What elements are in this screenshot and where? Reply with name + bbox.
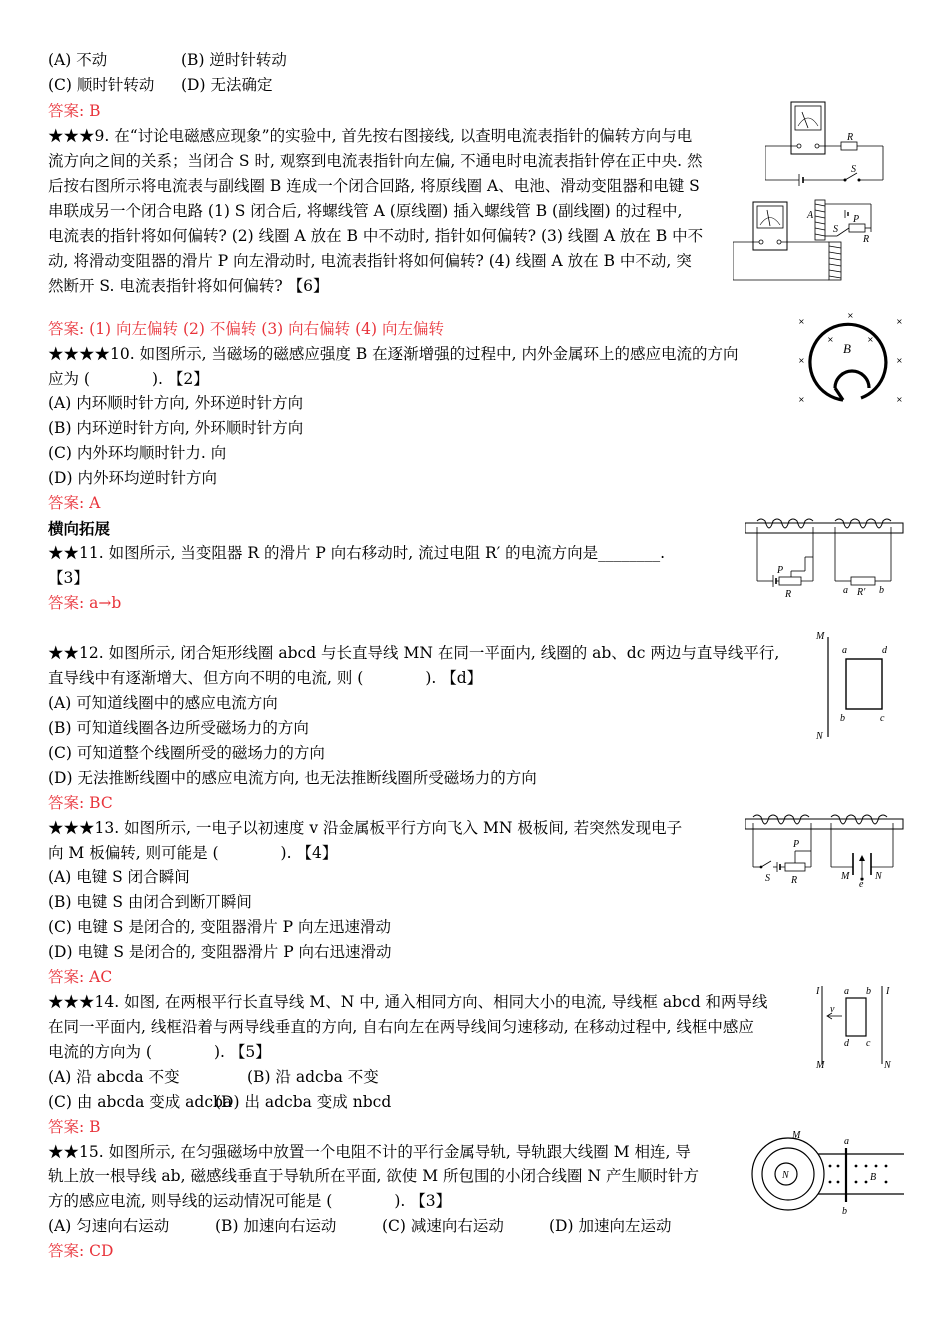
q15-fig-label-field-b: B: [870, 1172, 877, 1183]
q13-answer: 答案: AC: [48, 968, 113, 986]
q11-fig-label-p: P: [777, 565, 784, 576]
q15-fig-label-n: N: [782, 1170, 789, 1181]
q15-fig-label-b: b: [842, 1206, 847, 1217]
q13-option-b: (B) 电键 S 由闭合到断丌瞬间: [48, 893, 252, 911]
q14-option-a: (A) 沿 abcda 不变: [48, 1068, 180, 1086]
q9-line-4: 串联成另一个闭合电路 (1) S 闭合后, 将螺线管 A (原线圈) 插入螺线管 B (副线圈) 的过程中,: [48, 202, 683, 220]
q13-option-a: (A) 电键 S 闭合瞬间: [48, 868, 190, 886]
q15-option-b: (B) 加速向右运动: [215, 1217, 337, 1235]
q8-answer: 答案: B: [48, 102, 101, 120]
q15-option-d: (D) 加速向左运动: [549, 1217, 672, 1235]
q9-fig2-label-p: P: [853, 214, 860, 225]
q12-fig-label-m: M: [816, 631, 825, 642]
q10-field-cross: ×: [896, 356, 903, 365]
q14-fig-label-i-right: I: [886, 986, 890, 997]
q9-line-2: 流方向之间的关系；当闭合 S 时, 观察到电流表指针向左偏, 不通电时电流表指针停在正中央. 然: [48, 152, 703, 170]
q10-line-1: ★★★★10. 如图所示, 当磁场的磁感应强度 B 在逐渐增强的过程中, 内外金属环上的感应电流的方向: [48, 345, 739, 363]
q10-field-cross: ×: [847, 312, 854, 320]
q12-option-b: (B) 可知道线圈各边所受磁场力的方向: [48, 719, 309, 737]
q14-fig-label-n: N: [884, 1060, 891, 1070]
q13-fig-label-n: N: [875, 871, 882, 882]
q10-answer: 答案: A: [48, 494, 101, 512]
q15-fig-label-m: M: [792, 1130, 801, 1141]
q10-option-b: (B) 内环逆时针方向, 外环顺时针方向: [48, 419, 304, 437]
q10-field-cross: ×: [896, 395, 903, 404]
q9-line-7: 然断开 S. 电流表指针将如何偏转? 【6】: [48, 277, 329, 295]
q10-field-cross: ×: [867, 335, 874, 344]
q8-option-c: (C) 顺时针转动: [48, 76, 155, 94]
q11-line-2: 【3】: [48, 569, 89, 587]
q14-option-b: (B) 沿 adcba 不变: [247, 1068, 379, 1086]
q9-galvanometer-circuit-figure: [765, 100, 885, 190]
q10-line-2: 应为 ( ). 【2】: [48, 370, 209, 388]
q12-option-c: (C) 可知道整个线圈所受的磁场力的方向: [48, 744, 325, 762]
q15-option-a: (A) 匀速向右运动: [48, 1217, 170, 1235]
q9-line-6: 动, 将滑动变阻器的滑片 P 向左滑动时, 电流表指针将如何偏转? (4) 线圈 A 放在 B 中不动, 突: [48, 252, 692, 270]
q8-option-d: (D) 无法确定: [181, 76, 273, 94]
q9-fig2-label-s: S: [833, 224, 838, 235]
q14-line-2: 在同一平面内, 线框沿着与两导线垂直的方向, 自右向左在两导线间匀速移动, 在移动过程中, 线框中感应: [48, 1018, 754, 1036]
q12-fig-label-n: N: [816, 731, 823, 742]
q15-option-c: (C) 减速向右运动: [382, 1217, 504, 1235]
q13-coil-plates-figure: [745, 813, 905, 887]
q10-option-d: (D) 内外环均逆时针方向: [48, 469, 217, 487]
q14-parallel-wires-figure: [812, 980, 894, 1070]
q12-answer: 答案: BC: [48, 794, 113, 812]
q10-field-cross: ×: [798, 317, 805, 326]
q10-rings-figure: [795, 312, 905, 408]
q10-field-cross: ×: [798, 356, 805, 365]
q15-line-1: ★★15. 如图所示, 在匀强磁场中放置一个电阻不计的平行金属导轨, 导轨跟大线圈 M 相连, 导: [48, 1143, 691, 1161]
q10-option-a: (A) 内环顺时针方向, 外环逆时针方向: [48, 394, 304, 412]
q14-option-d: (D) 出 adcba 变成 nbcd: [215, 1093, 392, 1111]
q9-line-3: 后按右图所示将电流表与副线圈 B 连成一个闭合回路, 将原线圈 A、电池、滑动变阻器和电键 S: [48, 177, 700, 195]
q11-two-coil-figure: [745, 517, 905, 601]
q15-ring-rails-figure: [748, 1128, 908, 1218]
q14-fig-label-i-left: I: [816, 986, 820, 997]
q15-answer: 答案: CD: [48, 1242, 114, 1260]
q13-fig-label-m: M: [841, 871, 850, 882]
q13-line-2: 向 M 板偏转, 则可能是 ( ). 【4】: [48, 844, 338, 862]
q12-fig-label-c: c: [880, 713, 885, 724]
q14-fig-label-d: d: [844, 1038, 849, 1049]
q13-fig-label-r: R: [791, 875, 798, 886]
q15-fig-label-a: a: [844, 1136, 849, 1147]
q12-option-d: (D) 无法推断线圈中的感应电流方向, 也无法推断线圈所受磁场力的方向: [48, 769, 537, 787]
q13-option-c: (C) 电键 S 是闭合的, 变阻器滑片 P 向左迅速滑动: [48, 918, 391, 936]
q15-line-3: 方的感应电流, 则导线的运动情况可能是 ( ). 【3】: [48, 1192, 452, 1210]
q12-fig-label-b: b: [840, 713, 845, 724]
section-title: 横向拓展: [48, 519, 111, 538]
q13-fig-label-s: S: [765, 873, 770, 884]
q9-line-1: ★★★9. 在“讨论电磁感应现象”的实验中, 首先按右图接线, 以查明电流表指针的偏转方向与电: [48, 127, 693, 145]
q12-option-a: (A) 可知道线圈中的感应电流方向: [48, 694, 278, 712]
q9-coil-circuit-figure: [733, 198, 873, 284]
q11-fig-label-rprime: R′: [857, 587, 866, 598]
q12-fig-label-d: d: [882, 645, 887, 656]
q13-fig-label-p: P: [793, 839, 800, 850]
q14-line-1: ★★★14. 如图, 在两根平行长直导线 M、N 中, 通入相同方向、相同大小的电流, 导线框 abcd 和两导线: [48, 993, 768, 1011]
q13-option-d: (D) 电键 S 是闭合的, 变阻器滑片 P 向右迅速滑动: [48, 943, 392, 961]
q12-fig-label-a: a: [842, 645, 847, 656]
q12-wire-loop-figure: [812, 623, 902, 745]
q9-answer: 答案: (1) 向左偏转 (2) 不偏转 (3) 向右偏转 (4) 向左偏转: [48, 320, 444, 338]
q11-fig-label-b: b: [879, 585, 884, 596]
q10-field-cross: ×: [798, 395, 805, 404]
q11-line-1: ★★11. 如图所示, 当变阻器 R 的滑片 P 向右移动时, 流过电阻 R′ 的电流方向是________.: [48, 544, 666, 562]
q12-line-2: 直导线中有逐渐增大、但方向不明的电流, 则 ( ). 【d】: [48, 669, 483, 687]
q9-line-5: 电流表的指针将如何偏转? (2) 线圈 A 放在 B 中不动时, 指针如何偏转? (3) 线圈 A 放在 B 中不: [48, 227, 704, 245]
q14-line-3: 电流的方向为 ( ). 【5】: [48, 1043, 271, 1061]
q9-fig1-label-s: S: [851, 164, 856, 175]
q14-answer: 答案: B: [48, 1118, 101, 1136]
q13-line-1: ★★★13. 如图所示, 一电子以初速度 v 沿金属板平行方向飞入 MN 极板间, 若突然发现电子: [48, 819, 683, 837]
q10-field-cross: ×: [827, 335, 834, 344]
q14-fig-label-c: c: [866, 1038, 871, 1049]
q10-field-cross: ×: [896, 317, 903, 326]
q11-answer: 答案: a→b: [48, 594, 122, 612]
q9-fig2-label-r: R: [863, 234, 870, 245]
q15-line-2: 轨上放一根导线 ab, 磁感线垂直于导轨所在平面, 欲使 M 所包围的小闭合线圈 N 产生顺时针方: [48, 1167, 699, 1185]
q14-option-c: (C) 由 abcda 变成 adcba: [48, 1093, 233, 1111]
q14-fig-label-a: a: [844, 986, 849, 997]
q11-fig-label-r: R: [785, 589, 792, 600]
q8-option-a: (A) 不动: [48, 51, 108, 69]
q11-fig-label-a: a: [843, 585, 848, 596]
q10-option-c: (C) 内外环均顺时针力. 向: [48, 444, 227, 462]
q12-line-1: ★★12. 如图所示, 闭合矩形线圈 abcd 与长直导线 MN 在同一平面内, 线圈的 ab、dc 两边与直导线平行,: [48, 644, 780, 662]
q10-field-label-b: B: [843, 341, 851, 356]
q14-fig-label-b: b: [866, 986, 871, 997]
q9-fig1-label-r: R: [847, 132, 854, 143]
q14-fig-label-v: v: [830, 1004, 835, 1015]
q8-option-b: (B) 逆时针转动: [181, 51, 287, 69]
q13-fig-label-e: e: [859, 879, 864, 887]
q9-fig2-label-a: A: [807, 210, 814, 221]
q14-fig-label-m: M: [816, 1060, 825, 1070]
